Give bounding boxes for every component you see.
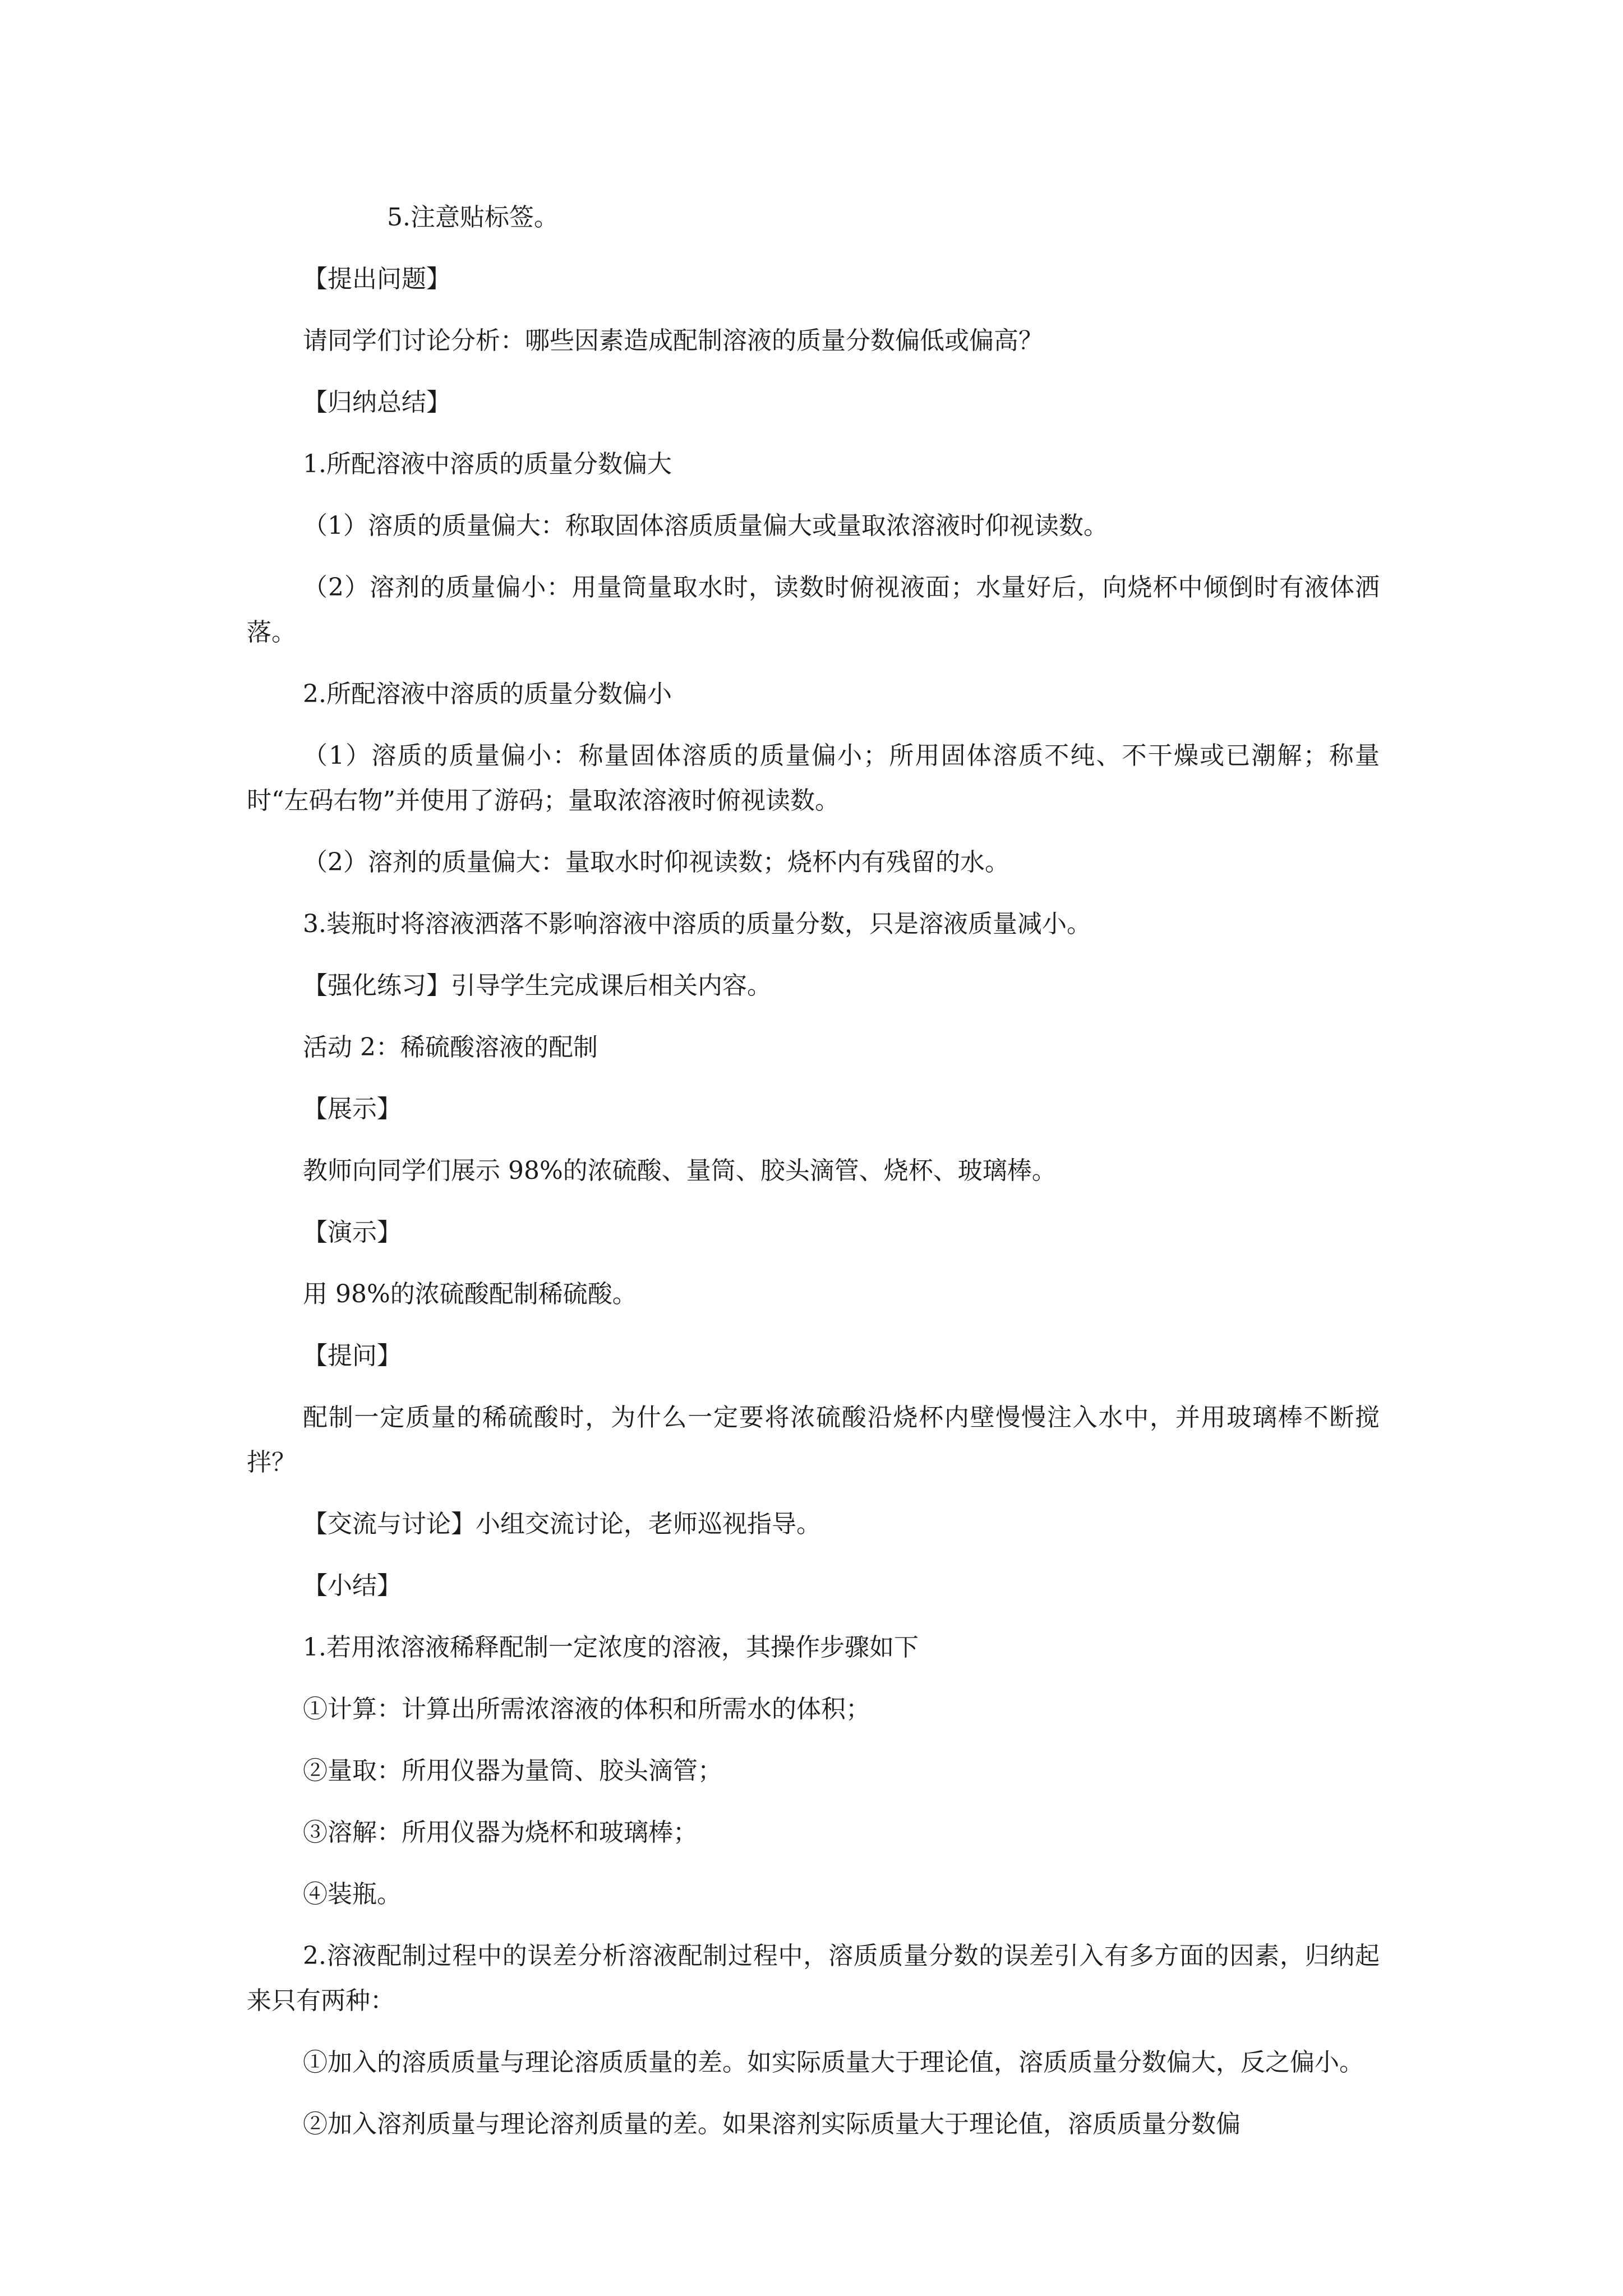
- paragraph-display: 教师向同学们展示 98%的浓硫酸、量筒、胶头滴管、烧杯、玻璃棒。: [303, 1156, 1057, 1185]
- paragraph-question: 配制一定质量的稀硫酸时，为什么一定要将浓硫酸沿烧杯内壁慢慢注入水中，并用玻璃棒不断搅拌？: [247, 1403, 1380, 1477]
- paragraph-error-solvent: ②加入溶剂质量与理论溶剂质量的差。如果溶剂实际质量大于理论值，溶质质量分数偏: [303, 2110, 1241, 2138]
- paragraph-step-dissolve: ③溶解：所用仪器为烧杯和玻璃棒；: [303, 1818, 698, 1847]
- paragraph-step-bottle: ④装瓶。: [303, 1880, 402, 1908]
- paragraph-point-1-1: （1）溶质的质量偏大：称取固体溶质质量偏大或量取浓溶液时仰视读数。: [303, 511, 1108, 540]
- paragraph-practice: 【强化练习】引导学生完成课后相关内容。: [303, 971, 772, 1000]
- paragraph-exchange-discussion: 【交流与讨论】小组交流讨论，老师巡视指导。: [303, 1510, 821, 1538]
- paragraph-point-1-2: （2）溶剂的质量偏小：用量筒量取水时，读数时俯视液面；水量好后，向烧杯中倾倒时有液体洒落。: [247, 573, 1380, 647]
- paragraph-step-calculate: ①计算：计算出所需浓溶液的体积和所需水的体积；: [303, 1695, 870, 1723]
- document-body: [247, 195, 1380, 2164]
- paragraph-conclusion-1: 1.若用浓溶液稀释配制一定浓度的溶液，其操作步骤如下: [303, 1633, 919, 1662]
- heading-activity-2: 活动 2：稀硫酸溶液的配制: [303, 1033, 598, 1062]
- paragraph-point-3: 3.装瓶时将溶液洒落不影响溶液中溶质的质量分数，只是溶液质量减小。: [303, 910, 1091, 938]
- paragraph-point-2-1: （1）溶质的质量偏小：称量固体溶质的质量偏小；所用固体溶质不纯、不干燥或已潮解；称量时“左码右物”并使用了游码；量取浓溶液时俯视读数。: [247, 741, 1380, 815]
- heading-raise-question: 【提出问题】: [303, 265, 451, 293]
- paragraph-error-solute: ①加入的溶质质量与理论溶质质量的差。如实际质量大于理论值，溶质质量分数偏大，反之偏小。: [303, 2048, 1364, 2077]
- heading-summary: 【归纳总结】: [303, 388, 451, 417]
- paragraph-conclusion-2: 2.溶液配制过程中的误差分析溶液配制过程中，溶质质量分数的误差引入有多方面的因素，归纳起来只有两种：: [247, 1942, 1380, 2015]
- heading-display: 【展示】: [303, 1095, 402, 1123]
- paragraph-step-5: 5.注意贴标签。: [387, 203, 559, 232]
- heading-question: 【提问】: [303, 1341, 402, 1370]
- paragraph-step-measure: ②量取：所用仪器为量筒、胶头滴管；: [303, 1756, 722, 1785]
- paragraph-discussion-prompt: 请同学们讨论分析：哪些因素造成配制溶液的质量分数偏低或偏高？: [303, 326, 1043, 355]
- paragraph-point-2-2: （2）溶剂的质量偏大：量取水时仰视读数；烧杯内有残留的水。: [303, 848, 1009, 877]
- paragraph-point-1: 1.所配溶液中溶质的质量分数偏大: [303, 450, 672, 478]
- heading-conclusion: 【小结】: [303, 1571, 402, 1600]
- paragraph-point-2: 2.所配溶液中溶质的质量分数偏小: [303, 680, 672, 708]
- heading-demonstration: 【演示】: [303, 1218, 402, 1247]
- paragraph-demonstration: 用 98%的浓硫酸配制稀硫酸。: [303, 1280, 637, 1308]
